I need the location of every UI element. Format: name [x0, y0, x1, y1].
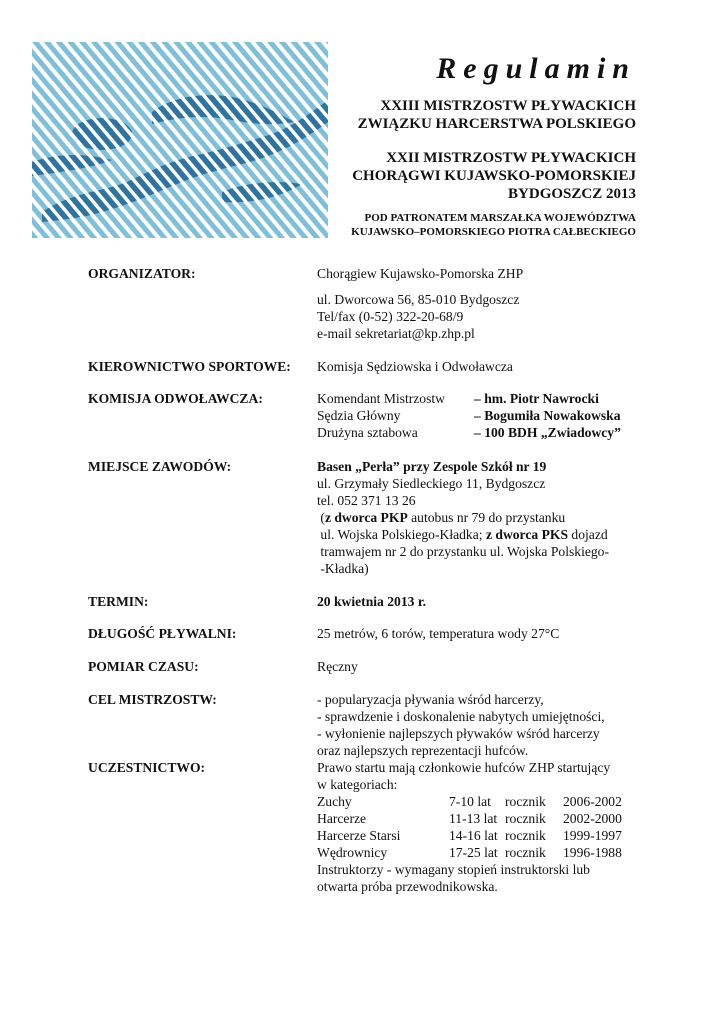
heading-line: CHORĄGWI KUJAWSKO-POMORSKIEJ — [352, 168, 636, 184]
goal-item: - wyłonienie najlepszych pływaków wśród harcerzy — [317, 726, 600, 741]
patronage-note — [330, 211, 636, 239]
category-word: rocznik — [505, 828, 546, 843]
member-name: – hm. Piotr Nawrocki — [474, 391, 599, 406]
organizer-email: e-mail sekretariat@kp.zhp.pl — [317, 326, 475, 341]
directions-line: -Kładka) — [317, 561, 369, 576]
section-label: UCZESTNICTWO: — [88, 760, 206, 775]
member-role: Sędzia Główny — [317, 408, 401, 423]
category-years: 1999-1997 — [563, 828, 622, 843]
venue-phone: tel. 052 371 13 26 — [317, 493, 416, 508]
category-age: 17-25 lat — [449, 845, 498, 860]
swimmer-logo-graphic — [32, 42, 328, 238]
section-label: KIEROWNICTWO SPORTOWE: — [88, 359, 291, 374]
section-value — [317, 390, 657, 441]
section-label: MIEJSCE ZAWODÓW: — [88, 459, 232, 474]
section-value — [317, 265, 657, 342]
instructors-note: otwarta próba przewodnikowska. — [317, 879, 498, 894]
category-row — [317, 844, 657, 861]
section-label: TERMIN: — [88, 594, 149, 609]
section-label: POMIAR CZASU: — [88, 659, 199, 674]
patronage-line: KUJAWSKO–POMORSKIEGO PIOTRA CAŁBECKIEGO — [351, 226, 636, 238]
category-word: rocznik — [505, 845, 546, 860]
member-name: – 100 BDH „Zwiadowcy” — [474, 425, 621, 440]
heading-line: XXII MISTRZOSTW PŁYWACKICH — [386, 150, 636, 166]
organizer-phone: Tel/fax (0-52) 322-20-68/9 — [317, 309, 464, 324]
heading-zhp — [330, 97, 636, 133]
category-row — [317, 793, 657, 810]
category-row — [317, 810, 657, 827]
sport-management: Komisja Sędziowska i Odwoławcza — [317, 359, 513, 374]
heading-line: ZWIĄZKU HARCERSTWA POLSKIEGO — [357, 116, 636, 132]
organizer-name: Chorągiew Kujawsko-Pomorska ZHP — [317, 266, 524, 281]
committee-member — [317, 424, 657, 441]
timing-method: Ręczny — [317, 659, 358, 674]
category-name: Zuchy — [317, 794, 352, 809]
heading-line: BYDGOSZCZ 2013 — [508, 186, 636, 202]
section-label: CEL MISTRZOSTW: — [88, 692, 217, 707]
committee-member — [317, 390, 657, 407]
section-value — [317, 625, 657, 642]
goal-item: oraz najlepszych reprezentacji hufców. — [317, 743, 529, 758]
section-value — [317, 458, 657, 577]
event-date: 20 kwietnia 2013 r. — [317, 594, 427, 609]
category-row — [317, 827, 657, 844]
goal-item: - popularyzacja pływania wśród harcerzy, — [317, 692, 544, 707]
category-age: 7-10 lat — [449, 794, 491, 809]
section-value — [317, 759, 657, 895]
member-role: Drużyna sztabowa — [317, 425, 418, 440]
heading-chorągiew — [330, 149, 636, 203]
category-name: Wędrownicy — [317, 845, 388, 860]
section-value — [317, 358, 657, 375]
member-name: – Bogumiła Nowakowska — [474, 408, 621, 423]
member-role: Komendant Mistrzostw — [317, 391, 445, 406]
directions-line: tramwajem nr 2 do przystanku ul. Wojska Polskiego- — [317, 544, 610, 559]
participation-intro: Prawo startu mają członkowie hufców ZHP startujący — [317, 760, 611, 775]
category-name: Harcerze — [317, 811, 367, 826]
committee-member — [317, 407, 657, 424]
category-word: rocznik — [505, 794, 546, 809]
pool-info: 25 metrów, 6 torów, temperatura wody 27°C — [317, 626, 560, 641]
directions-line: ul. Wojska Polskiego-Kładka; z dworca PKS dojazd — [317, 527, 608, 542]
category-years: 2002-2000 — [563, 811, 622, 826]
heading-line: XXIII MISTRZOSTW PŁYWACKICH — [380, 98, 636, 114]
category-years: 1996-1988 — [563, 845, 622, 860]
section-label: ORGANIZATOR: — [88, 266, 196, 281]
category-years: 2006-2002 — [563, 794, 622, 809]
category-name: Harcerze Starsi — [317, 828, 401, 843]
section-value — [317, 593, 657, 610]
document-title: Regulamin — [436, 52, 636, 85]
category-age: 11-13 lat — [449, 811, 498, 826]
directions-line: (z dworca PKP autobus nr 79 do przystanku — [317, 510, 566, 525]
swimmer-logo — [32, 42, 328, 238]
category-word: rocznik — [505, 811, 546, 826]
venue-name: Basen „Perła” przy Zespole Szkół nr 19 — [317, 459, 547, 474]
section-label: DŁUGOŚĆ PŁYWALNI: — [88, 626, 237, 641]
patronage-line: POD PATRONATEM MARSZAŁKA WOJEWÓDZTWA — [364, 212, 636, 224]
category-age: 14-16 lat — [449, 828, 498, 843]
directions-pkp: z dworca PKP — [324, 510, 408, 525]
directions-pks: z dworca PKS — [485, 527, 569, 542]
instructors-note: Instruktorzy - wymagany stopień instruktorski lub — [317, 862, 590, 877]
section-label: KOMISJA ODWOŁAWCZA: — [88, 391, 263, 406]
section-value — [317, 691, 657, 759]
venue-street: ul. Grzymały Siedleckiego 11, Bydgoszcz — [317, 476, 546, 491]
section-value — [317, 658, 657, 675]
goal-item: - sprawdzenie i doskonalenie nabytych umiejętności, — [317, 709, 605, 724]
organizer-address: ul. Dworcowa 56, 85-010 Bydgoszcz — [317, 292, 520, 307]
participation-intro: w kategoriach: — [317, 777, 398, 792]
